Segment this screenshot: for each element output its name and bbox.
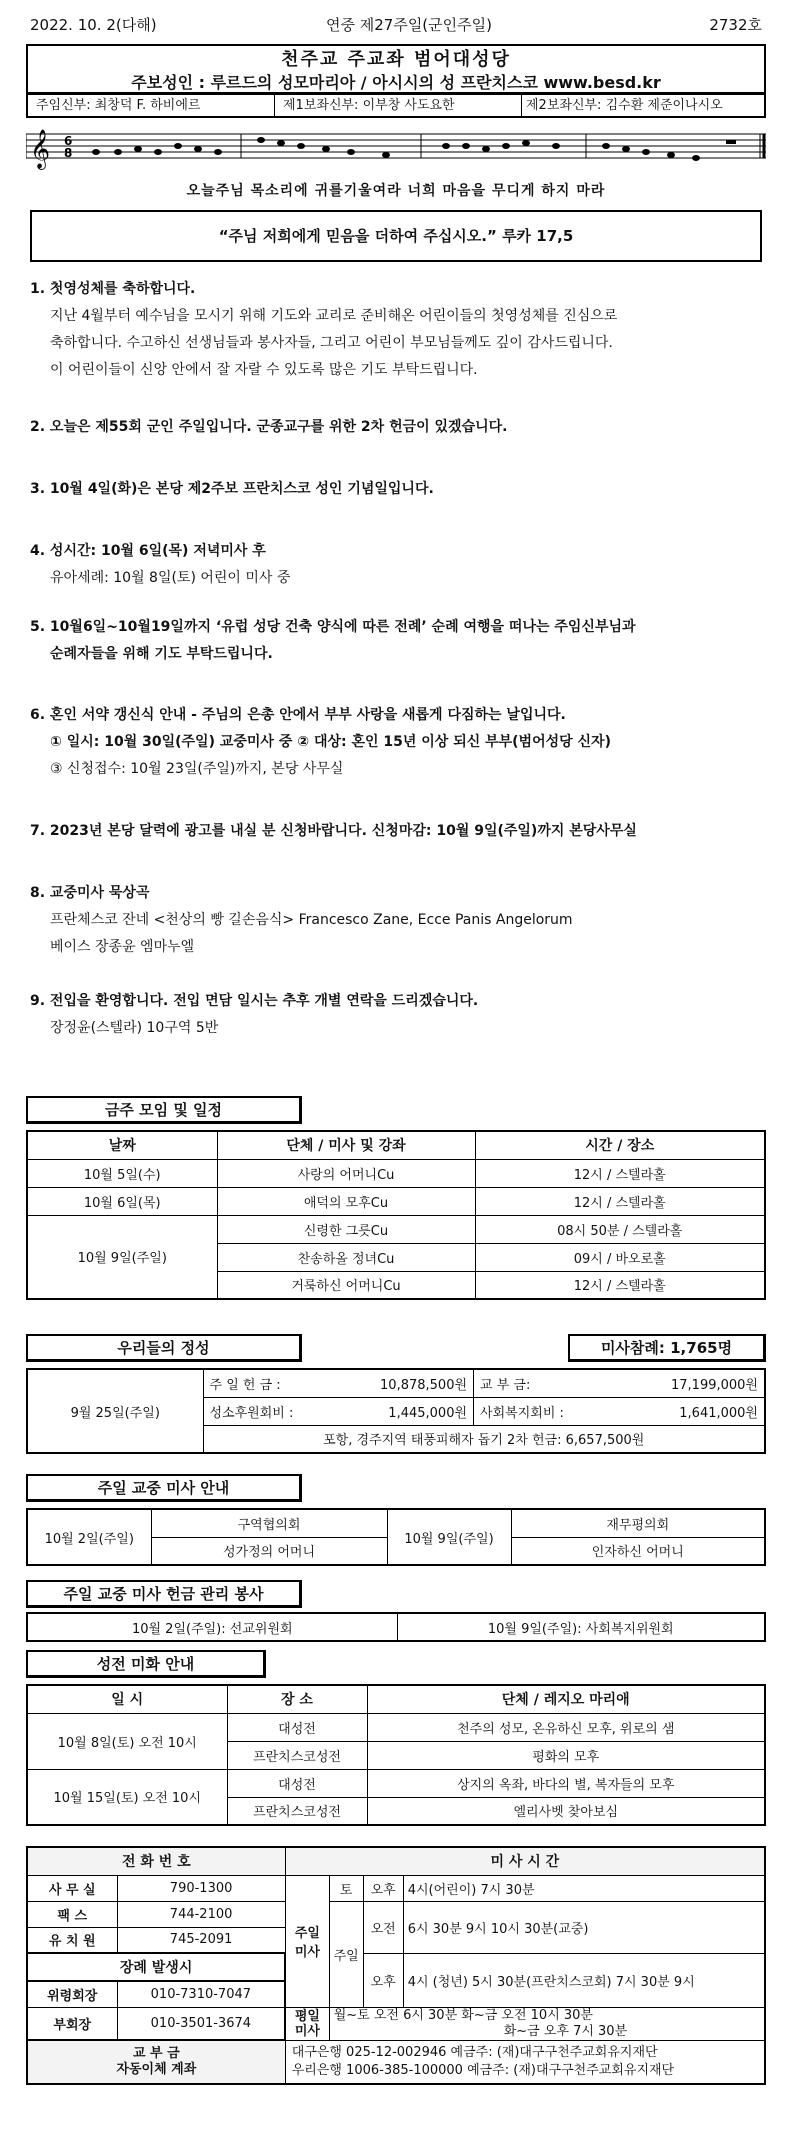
notice-6 bbox=[30, 702, 770, 783]
notice-heading: 9. 전입을 환영합니다. 전입 면담 일시는 추후 개별 연락을 드리겠습니다. bbox=[30, 993, 479, 1009]
issue-number: 2732호 bbox=[709, 16, 762, 34]
section-title-mass-guide: 주일 교중 미사 안내 bbox=[26, 1474, 302, 1502]
parish-name: 천주교 주교좌 범어대성당 bbox=[281, 49, 511, 70]
notice-body: 프란체스코 잔네 <천상의 빵 길손음식> Francesco Zane, Ecce Panis Angelorum bbox=[50, 912, 573, 928]
table-row: 거룩하신 어머니Cu 12시 / 스텔라홀 bbox=[27, 1271, 765, 1299]
notice-heading: 1. 첫영성체를 축하합니다. bbox=[30, 281, 196, 297]
notice-body: 축하합니다. 수고하신 선생님들과 봉사자들, 그리고 어린이 부모님들께도 깊이 감사드립니다. bbox=[50, 335, 613, 351]
notice-body: 이 어린이들이 신앙 안에서 잘 자랄 수 있도록 많은 기도 부탁드립니다. bbox=[50, 362, 478, 378]
section-title-offering: 우리들의 정성 bbox=[26, 1334, 302, 1362]
svg-text:8: 8 bbox=[64, 146, 73, 160]
meetings-table bbox=[26, 1130, 766, 1300]
notice-9 bbox=[30, 988, 770, 1042]
mass-guide-table: 10월 2일(주일) 구역협의회 10월 9일(주일) 재무평의회 성가정의 어머니 인자하신 어머니 bbox=[26, 1508, 766, 1566]
contact-mass-table: 전 화 번 호 미 사 시 간 사 무 실 790-1300 주일 미사 토 오후 4시(어린이) 7시 30분 팩 스 744-2100 주일 오전 6시 30분 9시 10시 30분(교중) 유 치 원 745-2091 장례 발생시 오후 4시 (청년) 5시 30분(프란치스코회) 7시 30분 9시 위령회장 010-7310-7047 부회장 010-3501-3674 평일 미사 월~토 오전 6시 30분 화~금 오전 10시 30분 화~금 오후 7시 30분 교 부 금 자동이체 계좌 대구은행 025-12-002946 예금주: (재)대구구천주교회유지재단 우리은행 1006-385-100000 예금주: (재)대구구천주교회유지재단 bbox=[26, 1846, 766, 2085]
notice-1 bbox=[30, 276, 770, 384]
table-row: 10월 9일(주일) 신령한 그릇Cu 08시 50분 / 스텔라홀 bbox=[27, 1215, 765, 1243]
notice-heading: 4. 성시간: 10월 6일(목) 저녁미사 후 bbox=[30, 543, 266, 559]
priests-row bbox=[26, 94, 766, 118]
notice-heading: 3. 10월 4일(화)은 본당 제2주보 프란치스코 성인 기념일입니다. bbox=[30, 481, 434, 497]
notice-heading: 5. 10월6일~10월19일까지 ‘유럽 성당 건축 양식에 따른 전례’ 순례 여행을 떠나는 주임신부님과 bbox=[30, 619, 636, 635]
table-row: 10월 6일(목) 애덕의 모후Cu 12시 / 스텔라홀 bbox=[27, 1187, 765, 1215]
notice-body: ③ 신청접수: 10월 23일(주일)까지, 본당 사무실 bbox=[50, 761, 344, 777]
section-title-offering-duty: 주일 교중 미사 헌금 관리 봉사 bbox=[26, 1580, 302, 1608]
notice-3 bbox=[30, 476, 770, 503]
notice-5 bbox=[30, 614, 770, 668]
notice-heading: 2. 오늘은 제55회 군인 주일입니다. 군종교구를 위한 2차 헌금이 있겠습니다. bbox=[30, 419, 508, 435]
col-header: 시간 / 장소 bbox=[475, 1131, 765, 1159]
notice-body: ① 일시: 10월 30일(주일) 교중미사 중 ② 대상: 혼인 15년 이상 되신 부부(범어성당 신자) bbox=[50, 734, 611, 750]
bulletin-header bbox=[26, 14, 766, 36]
score-lyrics: 오늘주님 목소리에 귀를기울여라 너희 마음을 무디게 하지 마라 bbox=[186, 183, 606, 199]
notice-body: 장정윤(스텔라) 10구역 5반 bbox=[50, 1020, 219, 1036]
notice-2 bbox=[30, 414, 770, 441]
table-row: 찬송하올 정녀Cu 09시 / 바오로홀 bbox=[27, 1243, 765, 1271]
table-row: 10월 5일(수) 사랑의 어머니Cu 12시 / 스텔라홀 bbox=[27, 1159, 765, 1187]
notice-7 bbox=[30, 818, 770, 845]
col-header: 단체 / 미사 및 강좌 bbox=[217, 1131, 475, 1159]
notice-8 bbox=[30, 880, 770, 961]
patron-saints: 주보성인 : 루르드의 성모마리아 / 아시시의 성 프란치스코 www.besd.kr bbox=[131, 73, 661, 92]
bulletin-date: 2022. 10. 2(다해) bbox=[30, 16, 157, 34]
assistant-priest-1: 제1보좌신부: 이부창 사도요한 bbox=[275, 95, 522, 116]
notice-body: 유아세례: 10월 8일(토) 어린이 미사 중 bbox=[50, 570, 291, 586]
pastor: 주임신부: 최창덕 F. 하비에르 bbox=[28, 95, 275, 116]
notice-heading: 7. 2023년 본당 달력에 광고를 내실 분 신청바랍니다. 신청마감: 10월 9일(주일)까지 본당사무실 bbox=[30, 823, 637, 839]
scripture-quote: “주님 저희에게 믿음을 더하여 주십시오.” 루카 17,5 bbox=[30, 210, 762, 262]
cleaning-table: 일 시 장 소 단체 / 레지오 마리애 10월 8일(토) 오전 10시 대성전 천주의 성모, 온유하신 모후, 위로의 샘 프란치스코성전 평화의 모후 10월 15일(토) 오전 10시 대성전 상지의 옥좌, 바다의 별, 복자들의 모후 프란치스코성전 엘리사벳 찾아보심 bbox=[26, 1684, 766, 1826]
assistant-priest-2: 제2보좌신부: 김수환 제준이나시오 bbox=[526, 98, 723, 113]
notice-body: 베이스 장종윤 엠마누엘 bbox=[50, 939, 195, 955]
liturgical-week: 연중 제27주일(군인주일) bbox=[326, 16, 492, 34]
section-title-cleaning: 성전 미화 안내 bbox=[26, 1650, 266, 1678]
svg-text:6: 6 bbox=[64, 134, 73, 148]
notice-heading: 8. 교중미사 묵상곡 bbox=[30, 885, 150, 901]
notice-body: 순례자들을 위해 기도 부탁드립니다. bbox=[50, 646, 273, 662]
svg-text:𝄞: 𝄞 bbox=[30, 129, 51, 169]
parish-title-box bbox=[26, 44, 766, 94]
notice-heading: 6. 혼인 서약 갱신식 안내 - 주님의 은총 안에서 부부 사랑을 새롭게 다짐하는 날입니다. bbox=[30, 707, 566, 723]
mass-attendance: 미사참례: 1,765명 bbox=[568, 1334, 766, 1362]
section-title-meetings: 금주 모임 및 일정 bbox=[26, 1096, 302, 1124]
col-header: 날짜 bbox=[27, 1131, 217, 1159]
offering-duty-table: 10월 2일(주일): 선교위원회 10월 9일(주일): 사회복지위원회 bbox=[26, 1612, 766, 1642]
notice-body: 지난 4월부터 예수님을 모시기 위해 기도와 교리로 준비해온 어린이들의 첫영성체를 진심으로 bbox=[50, 308, 618, 324]
notice-4 bbox=[30, 538, 770, 592]
offering-table: 9월 25일(주일) 주 일 헌 금 : 10,878,500원 교 부 금: 17,199,000원 성소후원회비 : 1,445,000원 사회복지회비 : 1,641,000원 포항, 경주지역 태풍피해자 돕기 2차 헌금: 6,657,500원 bbox=[26, 1368, 766, 1454]
